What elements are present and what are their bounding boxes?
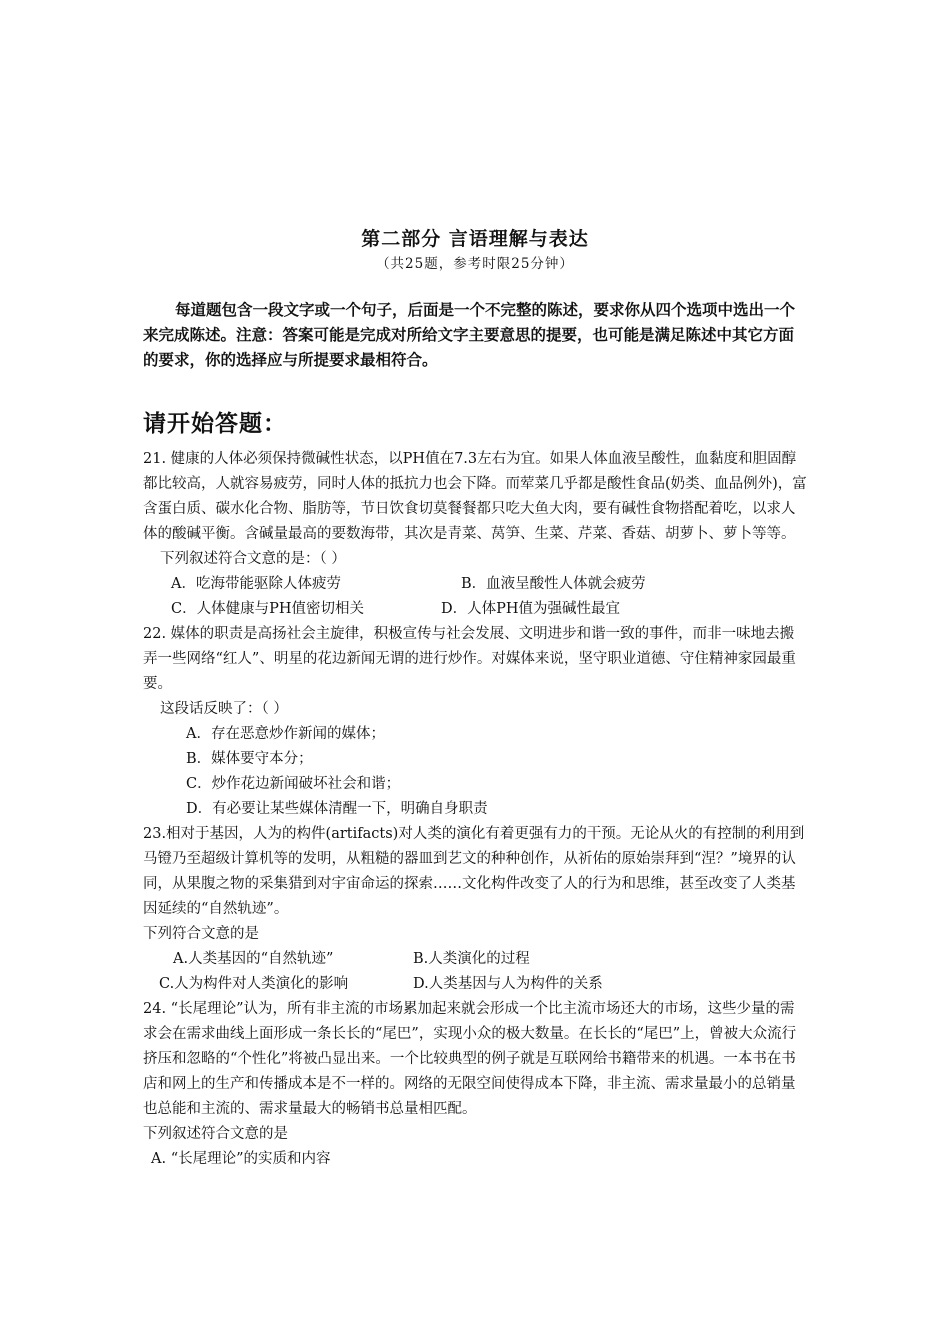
question-21-prompt: 下列叙述符合文意的是：（ ） bbox=[160, 551, 346, 567]
question-22-prompt: 这段话反映了：（ ） bbox=[160, 701, 288, 717]
question-23-option-c: C.人为构件对人类演化的影响 bbox=[159, 976, 349, 992]
question-21-option-a: A．吃海带能驱除人体疲劳 bbox=[171, 576, 341, 592]
question-24-option-a: A. “长尾理论”的实质和内容 bbox=[151, 1151, 331, 1167]
question-21-option-c: C．人体健康与PH值密切相关 bbox=[171, 601, 364, 617]
question-22-option-b: B．媒体要守本分； bbox=[186, 751, 313, 767]
instructions: 每道题包含一段文字或一个句子，后面是一个不完整的陈述，要求你从四个选项中选出一个来完成陈述。注意：答案可能是完成对所给文字主要意思的提要，也可能是满足陈述中其它方面的要求，你的选择应与所提要求最相符合。 bbox=[143, 301, 796, 369]
questions-body bbox=[143, 447, 808, 1172]
question-22-option-d: D．有必要让某些媒体清醒一下，明确自身职责 bbox=[186, 801, 488, 817]
question-23-passage: 23.相对于基因，人为的构件(artifacts)对人类的演化有着更强有力的干预。无论从火的有控制的利用到马镫乃至超级计算机等的发明，从粗糙的器皿到艺文的种种创作，从祈佑的原始崇拜到“涅？”境界的认同，从果腹之物的采集猎到对宇宙命运的探索……文化构件改变了人的行为和思维，甚至改变了人类基因延续的“自然轨迹”。 bbox=[143, 826, 805, 917]
start-heading: 请开始答题： bbox=[143, 410, 287, 437]
question-21-option-d: D．人体PH值为强碱性最宜 bbox=[441, 601, 621, 617]
question-22-option-c: C．炒作花边新闻破坏社会和谐； bbox=[186, 776, 401, 792]
question-21-options-row1 bbox=[143, 572, 808, 597]
question-21-passage: 21. 健康的人体必须保持微碱性状态，以PH值在7.3左右为宜。如果人体血液呈酸性，血黏度和胆固醇都比较高，人就容易疲劳，同时人体的抵抗力也会下降。而荤菜几乎都是酸性食品(奶类、血品例外)，富含蛋白质、碳水化合物、脂肪等，节日饮食切莫餐餐都只吃大鱼大肉，要有碱性食物搭配着吃，以求人体的酸碱平衡。含碱量最高的要数海带，其次是青菜、莴笋、生菜、芹菜、香菇、胡萝卜、萝卜等等。 bbox=[143, 451, 807, 542]
question-23-prompt: 下列符合文意的是 bbox=[143, 926, 259, 942]
question-24-prompt: 下列叙述符合文意的是 bbox=[143, 1126, 288, 1142]
question-21-options-row2 bbox=[143, 597, 808, 622]
question-23-options-row1 bbox=[143, 947, 808, 972]
question-24-passage: 24. “长尾理论”认为，所有非主流的市场累加起来就会形成一个比主流市场还大的市场，这些少量的需求会在需求曲线上面形成一条长长的“尾巴”，实现小众的极大数量。在长长的“尾巴”上，曾被大众流行挤压和忽略的“个性化”将被凸显出来。一个比较典型的例子就是互联网给书籍带来的机遇。一本书在书店和网上的生产和传播成本是不一样的。网络的无限空间使得成本下降，非主流、需求量最小的总销量也总能和主流的、需求量最大的畅销书总量相匹配。 bbox=[143, 1001, 797, 1117]
question-21-option-b: B．血液呈酸性人体就会疲劳 bbox=[461, 576, 646, 592]
section-title: 第二部分 言语理解与表达 bbox=[361, 228, 589, 250]
question-23-option-d: D.人类基因与人为构件的关系 bbox=[413, 976, 603, 992]
question-22-option-a: A．存在恶意炒作新闻的媒体； bbox=[186, 726, 385, 742]
question-23-options-row2 bbox=[143, 972, 808, 997]
section-subtitle: （共25题，参考时限25分钟） bbox=[376, 256, 574, 272]
question-23-option-a: A.人类基因的“自然轨迹” bbox=[173, 951, 334, 967]
question-22-passage: 22. 媒体的职责是高扬社会主旋律，积极宣传与社会发展、文明进步和谐一致的事件，而非一味地去搬弄一些网络“红人”、明星的花边新闻无谓的进行炒作。对媒体来说，坚守职业道德、守住精神家园最重要。 bbox=[143, 626, 796, 692]
question-23-option-b: B.人类演化的过程 bbox=[413, 951, 530, 967]
